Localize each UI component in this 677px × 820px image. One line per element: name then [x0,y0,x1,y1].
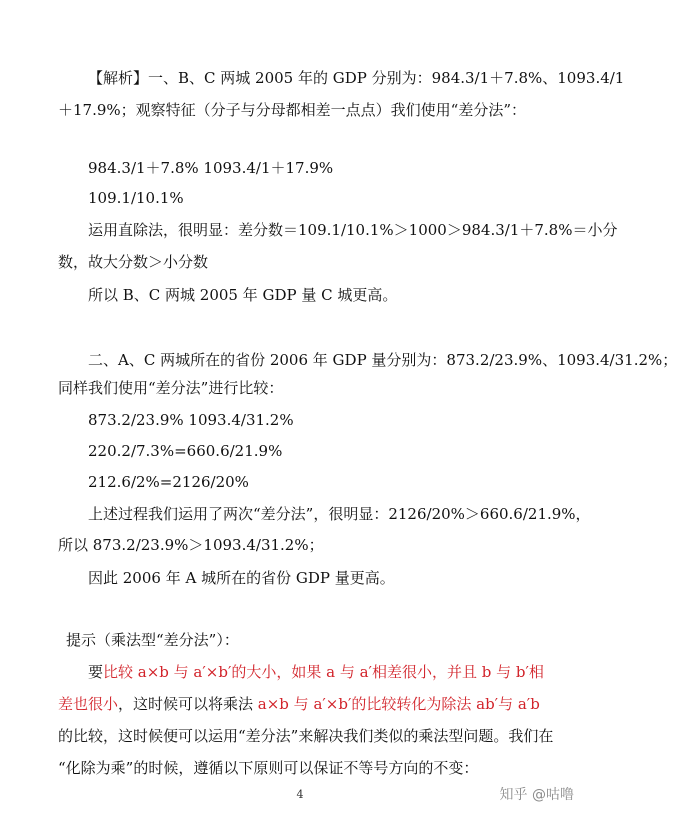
paragraph-1-line-2: ＋17.9%；观察特征（分子与分母都相差一点点）我们使用“差分法”： [58,101,526,119]
tip-line-2-highlight-b: a×b 与 a′×b′的比较转化为除法 ab′与 a′b [257,695,540,713]
tip-line-1 [0,662,600,682]
tip-line-2-middle: ，这时候可以将乘法 [118,695,258,713]
equation-1: 984.3/1＋7.8% 1093.4/1＋17.9% [88,159,334,177]
paragraph-2-line-2: 数，故大分数＞小分数 [58,253,209,271]
tip-line-2-highlight-a: 差也很小 [58,695,119,713]
paragraph-1-line-1: 【解析】一、B、C 两城 2005 年的 GDP 分别为：984.3/1＋7.8%、1093.4/1 [88,69,625,87]
page-number: 4 [296,788,304,801]
equation-4: 220.2/7.3%=660.6/21.9% [88,442,283,460]
paragraph-3: 所以 B、C 两城 2005 年 GDP 量 C 城更高。 [88,286,398,304]
equation-5: 212.6/2%=2126/20% [88,473,249,491]
equation-3: 873.2/23.9% 1093.4/31.2% [88,411,294,429]
tip-line-3: 的比较，这时候便可以运用“差分法”来解决我们类似的乘法型问题。我们在 [58,727,554,745]
equation-2: 109.1/10.1% [88,189,184,207]
paragraph-6: 因此 2006 年 A 城所在的省份 GDP 量更高。 [88,569,395,587]
tip-title: 提示（乘法型“差分法”）： [66,631,239,649]
paragraph-2-line-1: 运用直除法，很明显：差分数＝109.1/10.1%＞1000＞984.3/1＋7.8%＝小分 [88,221,618,239]
paragraph-4-line-1: 二、A、C 两城所在的省份 2006 年 GDP 量分别为：873.2/23.9%、1093.4/31.2%； [88,351,677,369]
paragraph-5-line-2: 所以 873.2/23.9%＞1093.4/31.2%； [58,536,324,554]
paragraph-5-line-1: 上述过程我们运用了两次“差分法”，很明显：2126/20%＞660.6/21.9%， [88,505,591,523]
tip-line-1-highlight: 比较 a×b 与 a′×b′的大小，如果 a 与 a′相差很小，并且 b 与 b′相 [103,663,544,681]
tip-line-1-start: 要 [88,663,104,681]
paragraph-4-line-2: 同样我们使用“差分法”进行比较： [58,379,284,397]
watermark: 知乎 @咕噜 [499,787,574,803]
tip-line-2 [0,694,600,714]
tip-line-4: “化除为乘”的时候，遵循以下原则可以保证不等号方向的不变： [58,759,479,777]
